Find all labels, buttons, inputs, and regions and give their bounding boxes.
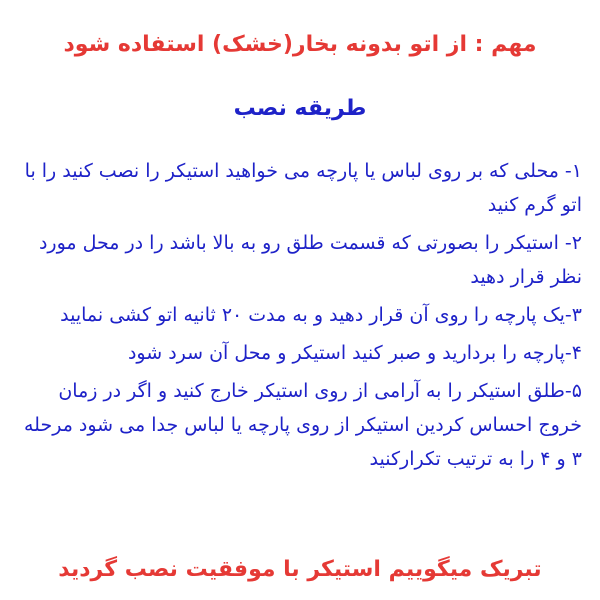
step-4: ۴-پارچه را بردارید و صبر کنید استیکر و محل آن سرد شود: [127, 342, 582, 364]
step-2: ۲- استیکر را بصورتی که قسمت طلق رو به بالا باشد را در محل مورد نظر قرار دهید: [38, 232, 582, 288]
step-5: ۵-طلق استیکر را به آرامی از روی استیکر خارج کنید و اگر در زمان خروج احساس کردین استیکر از روی پارچه یا لباس جدا می شود مرحله ۳ و ۴ را به ترتیب تکرارکنید: [23, 380, 582, 470]
step-3: ۳-یک پارچه را روی آن قرار دهید و به مدت ۲۰ ثانیه اتو کشی نمایید: [60, 304, 582, 326]
installation-title: طریقه نصب: [233, 96, 367, 121]
congratulations-message: تبریک میگوییم استیکر با موفقیت نصب گردید: [58, 557, 542, 582]
step-1: ۱- محلی که بر روی لباس یا پارچه می خواهید استیکر را نصب کنید را با اتو گرم کنید: [24, 160, 582, 216]
steps-list: [10, 154, 582, 476]
warning-heading: مهم : از اتو بدونه بخار(خشک) استفاده شود: [63, 32, 537, 57]
